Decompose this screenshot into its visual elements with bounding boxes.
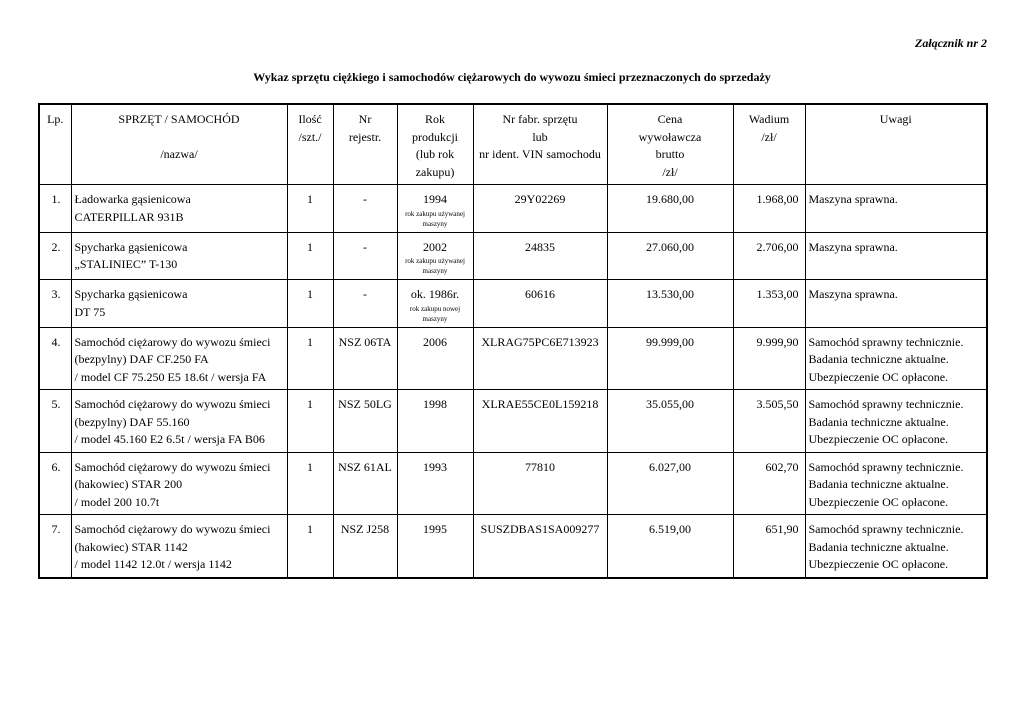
header-notes: Uwagi	[805, 104, 987, 185]
cell-name3: / model 200 10.7t	[74, 494, 160, 509]
cell-lp: 5.	[51, 397, 61, 411]
header-price: Cena wywoławcza brutto /zł/	[607, 104, 733, 185]
cell-note1: Maszyna sprawna.	[808, 192, 898, 206]
cell-note2: Badania techniczne aktualne.	[808, 414, 949, 429]
cell-serial: 24835	[525, 239, 555, 254]
document-title: Wykaz sprzętu ciężkiego i samochodów ciężarowych do wywozu śmieci przeznaczonych do sprzedaży	[253, 70, 771, 84]
equipment-table	[38, 103, 988, 579]
cell-year: 2002	[423, 239, 447, 254]
cell-serial	[473, 515, 607, 578]
cell-price	[607, 327, 733, 390]
cell-serial	[473, 452, 607, 515]
cell-year: 1995	[423, 522, 447, 536]
cell-deposit: 1.353,00	[756, 287, 799, 301]
table-row	[39, 280, 987, 328]
cell-deposit: 651,90	[765, 522, 799, 536]
cell-name1: Samochód ciężarowy do wywozu śmieci	[74, 522, 271, 536]
cell-year-note1: rok zakupu używanej	[405, 257, 465, 265]
cell-year	[397, 232, 473, 280]
cell-price: 27.060,00	[646, 239, 694, 254]
cell-qty: 1	[307, 459, 313, 474]
cell-reg	[333, 515, 397, 578]
cell-reg: NSZ 06TA	[338, 334, 392, 349]
cell-lp: 7.	[51, 522, 61, 536]
cell-note1: Maszyna sprawna.	[808, 287, 898, 301]
cell-reg	[333, 280, 397, 328]
cell-name3: / model CF 75.250 E5 18.6t / wersja FA	[74, 369, 267, 384]
cell-year-note2: maszyny	[422, 314, 448, 323]
cell-qty	[287, 515, 333, 578]
cell-year-note2: maszyny	[422, 267, 448, 275]
cell-reg: -	[363, 239, 367, 254]
cell-reg: NSZ J258	[340, 522, 390, 536]
cell-name	[71, 515, 287, 578]
cell-deposit	[733, 390, 805, 453]
cell-name2: (hakowiec) STAR 200	[74, 477, 183, 491]
table-row	[39, 185, 987, 233]
cell-name	[71, 280, 287, 328]
cell-lp: 6.	[51, 459, 61, 474]
cell-serial: 29Y02269	[514, 192, 566, 206]
cell-notes	[805, 452, 987, 515]
cell-deposit: 2.706,00	[756, 239, 799, 254]
cell-price: 6.519,00	[649, 522, 691, 536]
cell-reg	[333, 232, 397, 280]
cell-qty: 1	[307, 192, 313, 206]
cell-year-note1: rok zakupu nowej	[409, 304, 461, 313]
table-row	[39, 515, 987, 578]
header-serial: Nr fabr. sprzętu lub nr ident. VIN samochodu	[473, 104, 607, 185]
cell-qty: 1	[307, 287, 313, 301]
cell-price	[607, 515, 733, 578]
cell-year	[397, 515, 473, 578]
cell-name1: Spycharka gąsienicowa	[74, 239, 188, 254]
table-row	[39, 452, 987, 515]
cell-lp	[39, 232, 71, 280]
header-qty: Ilość /szt./	[287, 104, 333, 185]
cell-name1: Samochód ciężarowy do wywozu śmieci	[74, 334, 271, 349]
cell-name	[71, 390, 287, 453]
cell-reg	[333, 390, 397, 453]
header-reg: Nr rejestr.	[333, 104, 397, 185]
cell-note3: Ubezpieczenie OC opłacone.	[808, 557, 949, 571]
cell-name1: Samochód ciężarowy do wywozu śmieci	[74, 459, 271, 474]
cell-price: 19.680,00	[646, 192, 694, 206]
header-row	[39, 104, 987, 185]
cell-lp	[39, 185, 71, 233]
cell-name1: Ładowarka gąsienicowa	[74, 192, 191, 206]
cell-serial: SUSZDBAS1SA009277	[480, 522, 600, 536]
cell-qty	[287, 452, 333, 515]
cell-reg	[333, 327, 397, 390]
cell-deposit	[733, 185, 805, 233]
cell-name	[71, 185, 287, 233]
cell-qty	[287, 185, 333, 233]
header-deposit: Wadium /zł/	[733, 104, 805, 185]
cell-note3: Ubezpieczenie OC opłacone.	[808, 494, 949, 509]
cell-serial	[473, 232, 607, 280]
cell-note1: Maszyna sprawna.	[808, 239, 898, 254]
cell-qty	[287, 327, 333, 390]
cell-price	[607, 452, 733, 515]
cell-year: 1993	[423, 459, 447, 474]
cell-qty: 1	[307, 239, 313, 254]
cell-notes	[805, 232, 987, 280]
cell-serial: 77810	[525, 459, 555, 474]
cell-price: 99.999,00	[646, 334, 694, 349]
cell-name1: Samochód ciężarowy do wywozu śmieci	[74, 397, 271, 411]
cell-price: 35.055,00	[646, 397, 694, 411]
cell-lp: 2.	[51, 239, 61, 254]
cell-serial	[473, 327, 607, 390]
cell-lp	[39, 327, 71, 390]
cell-deposit	[733, 232, 805, 280]
cell-qty: 1	[307, 397, 313, 411]
header-item: SPRZĘT / SAMOCHÓD /nazwa/	[71, 104, 287, 185]
cell-price	[607, 232, 733, 280]
cell-note1: Samochód sprawny technicznie.	[808, 397, 964, 411]
cell-note1: Samochód sprawny technicznie.	[808, 334, 964, 349]
cell-notes	[805, 515, 987, 578]
cell-year: ok. 1986r.	[410, 287, 460, 301]
cell-reg: NSZ 61AL	[338, 459, 392, 474]
cell-note1: Samochód sprawny technicznie.	[808, 459, 964, 474]
table-row	[39, 327, 987, 390]
cell-price	[607, 390, 733, 453]
cell-price	[607, 185, 733, 233]
cell-year: 1994	[423, 192, 447, 206]
cell-deposit	[733, 452, 805, 515]
cell-serial: 60616	[525, 287, 555, 301]
cell-serial	[473, 185, 607, 233]
cell-deposit	[733, 515, 805, 578]
cell-notes	[805, 185, 987, 233]
cell-name3: / model 45.160 E2 6.5t / wersja FA B06	[74, 432, 265, 446]
cell-reg	[333, 185, 397, 233]
cell-name2: DT 75	[74, 304, 106, 319]
cell-deposit: 602,70	[765, 459, 799, 474]
cell-note3: Ubezpieczenie OC opłacone.	[808, 432, 949, 446]
cell-note3: Ubezpieczenie OC opłacone.	[808, 369, 949, 384]
cell-reg	[333, 452, 397, 515]
cell-lp	[39, 390, 71, 453]
cell-year	[397, 185, 473, 233]
cell-name2: (hakowiec) STAR 1142	[74, 539, 188, 554]
table-row	[39, 232, 987, 280]
cell-price: 6.027,00	[649, 459, 691, 474]
cell-name3: / model 1142 12.0t / wersja 1142	[74, 557, 232, 571]
cell-deposit: 3.505,50	[756, 397, 799, 411]
cell-lp	[39, 452, 71, 515]
cell-year: 1998	[423, 397, 447, 411]
cell-lp	[39, 280, 71, 328]
cell-price	[607, 280, 733, 328]
cell-serial	[473, 390, 607, 453]
cell-reg: -	[363, 192, 367, 206]
cell-name2: „STALINIEC” T-130	[74, 257, 178, 271]
cell-note2: Badania techniczne aktualne.	[808, 352, 949, 366]
cell-notes	[805, 390, 987, 453]
cell-notes	[805, 327, 987, 390]
cell-qty	[287, 232, 333, 280]
cell-name1: Spycharka gąsienicowa	[74, 287, 188, 301]
cell-serial: XLRAG75PC6E713923	[481, 334, 599, 349]
cell-year	[397, 327, 473, 390]
cell-year-note2: maszyny	[422, 219, 448, 228]
cell-name	[71, 232, 287, 280]
header-year: Rok produkcji (lub rok zakupu)	[397, 104, 473, 185]
cell-deposit	[733, 327, 805, 390]
cell-price: 13.530,00	[646, 287, 694, 301]
cell-qty	[287, 280, 333, 328]
cell-lp: 1.	[51, 192, 61, 206]
cell-year	[397, 280, 473, 328]
cell-name2: (bezpylny) DAF CF.250 FA	[74, 352, 209, 366]
cell-year: 2006	[423, 334, 447, 349]
cell-year-note1: rok zakupu używanej	[405, 209, 465, 218]
cell-deposit: 9.999,90	[756, 334, 799, 349]
cell-note2: Badania techniczne aktualne.	[808, 477, 949, 491]
header-lp: Lp.	[39, 104, 71, 185]
cell-name2: CATERPILLAR 931B	[74, 209, 184, 224]
cell-reg: -	[363, 287, 367, 301]
cell-note2: Badania techniczne aktualne.	[808, 539, 949, 554]
cell-qty: 1	[307, 522, 313, 536]
cell-serial: XLRAE55CE0L159218	[481, 397, 599, 411]
cell-note1: Samochód sprawny technicznie.	[808, 522, 964, 536]
cell-deposit	[733, 280, 805, 328]
cell-deposit: 1.968,00	[756, 192, 799, 206]
cell-lp: 4.	[51, 334, 61, 349]
cell-lp	[39, 515, 71, 578]
cell-notes	[805, 280, 987, 328]
cell-name	[71, 327, 287, 390]
cell-year	[397, 390, 473, 453]
cell-serial	[473, 280, 607, 328]
cell-qty	[287, 390, 333, 453]
annex-label: Załącznik nr 2	[914, 36, 987, 50]
cell-name2: (bezpylny) DAF 55.160	[74, 414, 190, 429]
cell-qty: 1	[307, 334, 313, 349]
cell-reg: NSZ 50LG	[338, 397, 392, 411]
cell-lp: 3.	[51, 287, 61, 301]
cell-name	[71, 452, 287, 515]
cell-year	[397, 452, 473, 515]
table-row	[39, 390, 987, 453]
